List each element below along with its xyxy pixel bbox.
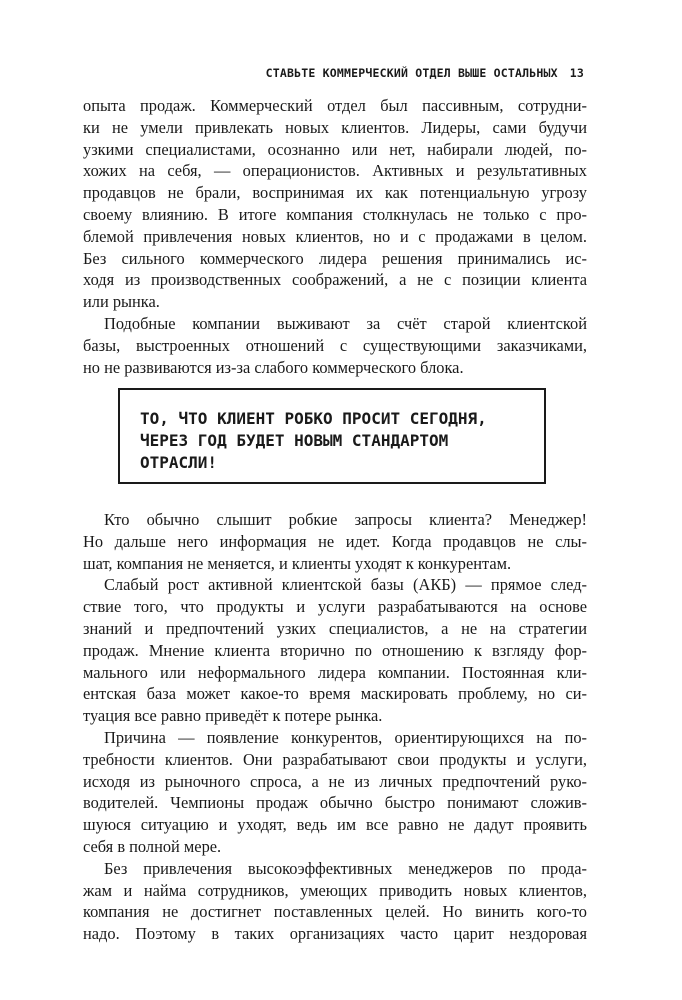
text-line: Но дальше него информация не идет. Когда продавцов не слы- <box>83 531 587 551</box>
text-line: исходя из рыночного спроса, а не из личных предпочтений руко- <box>83 771 587 791</box>
text-line: водителей. Чемпионы продаж обычно быстро понимают сложив- <box>83 793 587 813</box>
text-line: компания не достигнет поставленных целей. Но винить кого-то <box>83 902 587 922</box>
text-line: знаний и предпочтений узких специалистов, а не на стратегии <box>83 618 587 638</box>
callout-line: ЧЕРЕЗ ГОД БУДЕТ НОВЫМ СТАНДАРТОМ <box>140 431 449 450</box>
text-line: Без привлечения высокоэффективных менеджеров по прода- <box>104 858 587 878</box>
page-number: 13 <box>569 66 584 80</box>
text-line: ходя из производственных соображений, а не с позиции клиента <box>83 270 587 290</box>
text-line: хожих на себя, — операционистов. Активных и результативных <box>83 161 587 181</box>
text-line: узкими специалистами, осознанно или нет, набирали людей, по- <box>83 139 587 159</box>
body-text-bottom <box>83 509 587 945</box>
text-line: требности клиентов. Они разрабатывают свои продукты и услуги, <box>83 749 587 769</box>
text-line: себя в полной мере. <box>83 836 222 856</box>
text-line: мального или неформального лидера компании. Постоянная кли- <box>83 662 587 682</box>
text-line: шуюся ситуацию и уходят, ведь им все равно не дадут проявить <box>83 815 587 835</box>
text-line: продаж. Мнение клиента вторично по отношению к взгляду фор- <box>83 640 587 660</box>
callout-line: ОТРАСЛИ! <box>140 453 218 472</box>
text-line: туация все равно приведёт к потере рынка. <box>83 706 383 726</box>
text-line: надо. Поэтому в таких организациях часто царит нездоровая <box>83 924 587 944</box>
body-text-top <box>83 95 587 378</box>
text-line: шат, компания не меняется, и клиенты уходят к конкурентам. <box>83 553 512 573</box>
text-line: базы, выстроенных отношений с существующими заказчиками, <box>83 335 587 355</box>
callout-line: ТО, ЧТО КЛИЕНТ РОБКО ПРОСИТ СЕГОДНЯ, <box>140 409 487 428</box>
text-line: продавцов не брали, воспринимая их как потенциальную угрозу <box>83 183 587 203</box>
text-line: ентская база может какое-то время маскировать проблему, но си- <box>83 684 587 704</box>
text-line: ствие того, что продукты и услуги разрабатываются на основе <box>83 597 587 617</box>
chapter-title: СТАВЬТЕ КОММЕРЧЕСКИЙ ОТДЕЛ ВЫШЕ ОСТАЛЬНЫХ <box>265 66 558 80</box>
text-line: жам и найма сотрудников, умеющих приводить новых клиентов, <box>83 880 587 900</box>
text-line: Кто обычно слышит робкие запросы клиента? Менеджер! <box>104 510 587 529</box>
text-line: но не развиваются из-за слабого коммерческого блока. <box>83 357 464 377</box>
text-line: Без сильного коммерческого лидера решения принимались ис- <box>83 248 587 268</box>
text-line: своему влиянию. В итоге компания столкнулась не только с про- <box>83 204 587 224</box>
callout-box <box>118 388 546 484</box>
text-line: опыта продаж. Коммерческий отдел был пассивным, сотрудни- <box>83 96 587 115</box>
text-line: блемой привлечения новых клиентов, но и с продажами в целом. <box>83 226 587 246</box>
text-line: Причина — появление конкурентов, ориентирующихся на по- <box>104 727 587 747</box>
text-line: или рынка. <box>83 292 160 312</box>
running-header <box>266 66 584 80</box>
text-line: Слабый рост активной клиентской базы (АКБ) — прямое след- <box>104 575 587 595</box>
text-line: ки не умели привлекать новых клиентов. Лидеры, сами будучи <box>83 117 587 137</box>
text-line: Подобные компании выживают за счёт старой клиентской <box>104 313 587 333</box>
